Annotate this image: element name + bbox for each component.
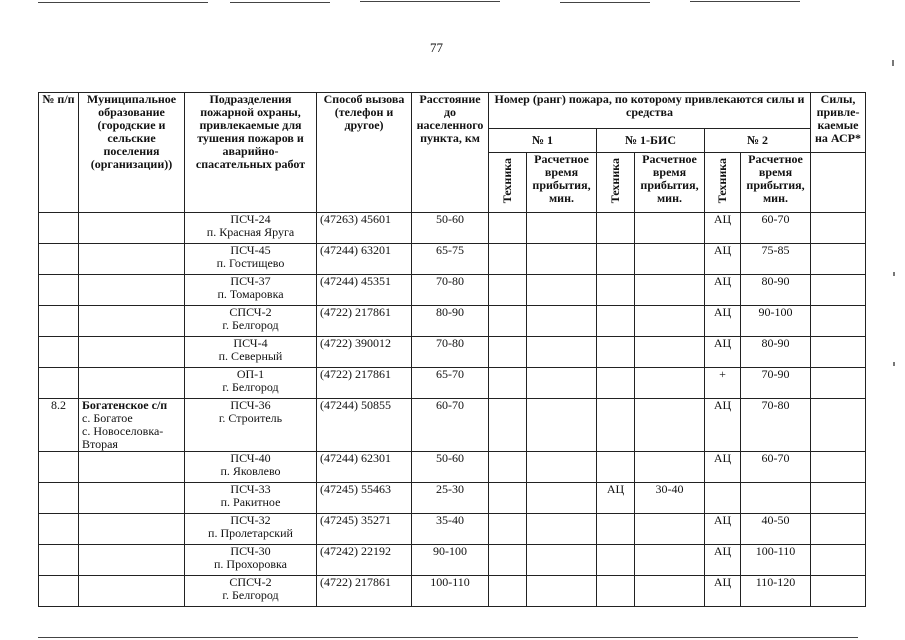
row-municipality <box>79 337 185 368</box>
row-asr <box>811 452 866 483</box>
row-arrival-rank-1 <box>527 483 597 514</box>
row-arrival-rank-2: 70-80 <box>741 399 811 452</box>
unit-location: п. Северный <box>218 349 283 363</box>
table-row <box>39 306 866 337</box>
header-call-method: Способ вызова (телефон и другое) <box>317 93 412 213</box>
header-arrival-rank-2: Расчетное время прибытия, мин. <box>741 153 811 213</box>
row-municipality <box>79 483 185 514</box>
row-phone: (4722) 217861 <box>317 306 412 337</box>
row-equipment-rank-2: АЦ <box>705 399 741 452</box>
row-distance: 80-90 <box>412 306 489 337</box>
row-arrival-rank-1-bis <box>635 275 705 306</box>
unit-location: п. Пролетарский <box>208 526 293 540</box>
row-arrival-rank-2: 70-90 <box>741 368 811 399</box>
row-equipment-rank-1-bis <box>597 576 635 607</box>
scan-top-line <box>230 2 330 3</box>
row-asr <box>811 483 866 514</box>
scan-speck <box>892 60 894 66</box>
unit-name: ПСЧ-37 <box>230 274 271 288</box>
row-num <box>39 576 79 607</box>
row-distance: 50-60 <box>412 452 489 483</box>
row-num <box>39 213 79 244</box>
row-distance: 35-40 <box>412 514 489 545</box>
row-municipality <box>79 275 185 306</box>
row-distance: 65-75 <box>412 244 489 275</box>
row-municipality <box>79 452 185 483</box>
unit-name: ПСЧ-45 <box>230 243 271 257</box>
row-arrival-rank-1-bis <box>635 306 705 337</box>
row-arrival-rank-2: 90-100 <box>741 306 811 337</box>
row-phone: (4722) 217861 <box>317 368 412 399</box>
unit-location: п. Гостищево <box>216 256 285 270</box>
table-row <box>39 213 866 244</box>
unit-name: ПСЧ-4 <box>233 336 268 350</box>
table-row <box>39 244 866 275</box>
row-arrival-rank-1-bis <box>635 244 705 275</box>
row-equipment-rank-2: АЦ <box>705 337 741 368</box>
row-municipality <box>79 399 185 452</box>
row-num <box>39 244 79 275</box>
row-fire-unit <box>185 545 317 576</box>
row-phone: (47263) 45601 <box>317 213 412 244</box>
row-arrival-rank-2: 40-50 <box>741 514 811 545</box>
row-asr <box>811 514 866 545</box>
row-equipment-rank-1-bis <box>597 275 635 306</box>
row-equipment-rank-1-bis <box>597 452 635 483</box>
unit-name: СПСЧ-2 <box>229 305 272 319</box>
row-asr <box>811 275 866 306</box>
row-arrival-rank-1-bis <box>635 452 705 483</box>
row-equipment-rank-2: АЦ <box>705 545 741 576</box>
header-rank-1: № 1 <box>489 129 597 153</box>
row-phone: (47245) 35271 <box>317 514 412 545</box>
unit-name: ПСЧ-33 <box>230 482 271 496</box>
row-phone: (47242) 22192 <box>317 545 412 576</box>
row-fire-unit <box>185 483 317 514</box>
unit-name: ПСЧ-36 <box>230 398 271 412</box>
scan-top-line <box>360 1 500 2</box>
header-municipality: Муниципальное образование (городские и сельские поселения (организации)) <box>79 93 185 213</box>
unit-location: г. Белгород <box>222 318 279 332</box>
header-arrival-rank-1: Расчетное время прибытия, мин. <box>527 153 597 213</box>
row-num <box>39 337 79 368</box>
row-distance: 60-70 <box>412 399 489 452</box>
row-equipment-rank-1 <box>489 483 527 514</box>
header-rank-group: Номер (ранг) пожара, по которому привлекаются силы и средства <box>489 93 811 129</box>
row-distance: 100-110 <box>412 576 489 607</box>
scan-top-line <box>560 2 650 3</box>
row-equipment-rank-1 <box>489 514 527 545</box>
row-arrival-rank-1 <box>527 399 597 452</box>
row-municipality <box>79 213 185 244</box>
row-distance: 90-100 <box>412 545 489 576</box>
unit-location: п. Красная Яруга <box>206 225 295 239</box>
row-arrival-rank-1 <box>527 545 597 576</box>
unit-name: ОП-1 <box>236 367 265 381</box>
header-equipment-rank-2 <box>705 153 741 213</box>
equipment-label: Техника <box>608 158 622 204</box>
header-asr: Силы, привле-каемые на АСР* <box>811 93 866 153</box>
row-num <box>39 545 79 576</box>
row-fire-unit <box>185 275 317 306</box>
municipality-name: Богатенское с/п <box>82 398 168 412</box>
row-equipment-rank-1-bis <box>597 337 635 368</box>
table-row <box>39 275 866 306</box>
row-num <box>39 452 79 483</box>
row-equipment-rank-2: + <box>705 368 741 399</box>
row-equipment-rank-1-bis <box>597 514 635 545</box>
row-municipality <box>79 244 185 275</box>
scan-speck <box>893 272 895 276</box>
row-municipality <box>79 545 185 576</box>
row-phone: (47245) 55463 <box>317 483 412 514</box>
row-equipment-rank-1-bis <box>597 368 635 399</box>
row-equipment-rank-1 <box>489 306 527 337</box>
table-row <box>39 576 866 607</box>
row-fire-unit <box>185 514 317 545</box>
row-arrival-rank-2: 100-110 <box>741 545 811 576</box>
row-fire-unit <box>185 306 317 337</box>
row-arrival-rank-1-bis: 30-40 <box>635 483 705 514</box>
row-equipment-rank-1 <box>489 275 527 306</box>
row-arrival-rank-1-bis <box>635 545 705 576</box>
row-fire-unit <box>185 244 317 275</box>
header-distance: Расстояние до населенного пункта, км <box>412 93 489 213</box>
row-distance: 50-60 <box>412 213 489 244</box>
unit-location: п. Ракитное <box>220 495 281 509</box>
row-arrival-rank-1-bis <box>635 399 705 452</box>
fire-resources-table <box>38 92 866 607</box>
unit-name: ПСЧ-32 <box>230 513 271 527</box>
row-asr <box>811 213 866 244</box>
unit-name: СПСЧ-2 <box>229 575 272 589</box>
unit-location: г. Строитель <box>218 411 283 425</box>
row-distance: 70-80 <box>412 275 489 306</box>
table-row <box>39 337 866 368</box>
row-equipment-rank-1 <box>489 337 527 368</box>
row-num <box>39 514 79 545</box>
row-arrival-rank-1-bis <box>635 576 705 607</box>
row-arrival-rank-2: 80-90 <box>741 275 811 306</box>
header-rank-1-bis: № 1-БИС <box>597 129 705 153</box>
row-equipment-rank-1-bis <box>597 213 635 244</box>
scan-top-line <box>690 1 800 2</box>
unit-name: ПСЧ-40 <box>230 451 271 465</box>
row-distance: 65-70 <box>412 368 489 399</box>
row-equipment-rank-1 <box>489 576 527 607</box>
table-row <box>39 452 866 483</box>
row-arrival-rank-2 <box>741 483 811 514</box>
row-num <box>39 368 79 399</box>
row-equipment-rank-2: АЦ <box>705 306 741 337</box>
row-arrival-rank-1 <box>527 576 597 607</box>
row-phone: (47244) 63201 <box>317 244 412 275</box>
settlement-name: с. Новоселовка- <box>82 424 164 438</box>
row-equipment-rank-2 <box>705 483 741 514</box>
header-equipment-rank-1 <box>489 153 527 213</box>
row-arrival-rank-2: 60-70 <box>741 452 811 483</box>
row-distance: 25-30 <box>412 483 489 514</box>
unit-location: п. Томаровка <box>217 287 284 301</box>
row-equipment-rank-2: АЦ <box>705 576 741 607</box>
row-arrival-rank-1 <box>527 213 597 244</box>
row-arrival-rank-2: 110-120 <box>741 576 811 607</box>
row-equipment-rank-1 <box>489 244 527 275</box>
row-equipment-rank-2: АЦ <box>705 452 741 483</box>
scan-bottom-line <box>38 637 858 638</box>
table-row <box>39 368 866 399</box>
row-equipment-rank-1-bis <box>597 244 635 275</box>
row-phone: (47244) 45351 <box>317 275 412 306</box>
row-equipment-rank-1 <box>489 213 527 244</box>
row-arrival-rank-1 <box>527 244 597 275</box>
row-arrival-rank-2: 75-85 <box>741 244 811 275</box>
row-asr <box>811 399 866 452</box>
row-equipment-rank-2: АЦ <box>705 213 741 244</box>
table-row <box>39 483 866 514</box>
row-asr <box>811 576 866 607</box>
settlement-name: Вторая <box>82 437 118 451</box>
row-num <box>39 275 79 306</box>
row-fire-unit <box>185 368 317 399</box>
header-fire-unit: Подразделения пожарной охраны, привлекаемые для тушения пожаров и аварийно-спасательных работ <box>185 93 317 213</box>
page-number: 77 <box>430 40 443 55</box>
row-arrival-rank-2: 80-90 <box>741 337 811 368</box>
row-equipment-rank-1-bis <box>597 399 635 452</box>
row-equipment-rank-1 <box>489 368 527 399</box>
row-num <box>39 306 79 337</box>
header-asr-blank <box>811 153 866 213</box>
unit-location: г. Белгород <box>222 588 279 602</box>
row-arrival-rank-1-bis <box>635 213 705 244</box>
row-phone: (4722) 390012 <box>317 337 412 368</box>
scan-top-line <box>38 2 208 3</box>
unit-name: ПСЧ-30 <box>230 544 271 558</box>
row-fire-unit <box>185 399 317 452</box>
row-arrival-rank-1 <box>527 306 597 337</box>
row-arrival-rank-1-bis <box>635 337 705 368</box>
row-num <box>39 483 79 514</box>
equipment-label: Техника <box>500 158 514 204</box>
row-arrival-rank-1 <box>527 275 597 306</box>
row-distance: 70-80 <box>412 337 489 368</box>
row-arrival-rank-1-bis <box>635 514 705 545</box>
row-asr <box>811 337 866 368</box>
scan-speck <box>893 362 895 366</box>
row-equipment-rank-2: АЦ <box>705 514 741 545</box>
row-municipality <box>79 514 185 545</box>
row-fire-unit <box>185 337 317 368</box>
row-municipality <box>79 368 185 399</box>
row-phone: (47244) 50855 <box>317 399 412 452</box>
equipment-label: Техника <box>715 158 729 204</box>
row-fire-unit <box>185 452 317 483</box>
table-body <box>39 213 866 607</box>
table-row <box>39 545 866 576</box>
row-num: 8.2 <box>39 399 79 452</box>
row-equipment-rank-1 <box>489 399 527 452</box>
unit-location: г. Белгород <box>222 380 279 394</box>
header-arrival-rank-1-bis: Расчетное время прибытия, мин. <box>635 153 705 213</box>
row-arrival-rank-1 <box>527 452 597 483</box>
row-equipment-rank-2: АЦ <box>705 275 741 306</box>
settlement-name: с. Богатое <box>82 411 133 425</box>
row-phone: (47244) 62301 <box>317 452 412 483</box>
row-equipment-rank-1 <box>489 452 527 483</box>
row-municipality <box>79 576 185 607</box>
header-rank-2: № 2 <box>705 129 811 153</box>
row-equipment-rank-1-bis <box>597 545 635 576</box>
header-equipment-rank-1-bis <box>597 153 635 213</box>
row-asr <box>811 244 866 275</box>
row-equipment-rank-1-bis: АЦ <box>597 483 635 514</box>
row-arrival-rank-1 <box>527 337 597 368</box>
row-asr <box>811 545 866 576</box>
row-arrival-rank-1 <box>527 368 597 399</box>
row-fire-unit <box>185 576 317 607</box>
row-municipality <box>79 306 185 337</box>
unit-location: п. Прохоровка <box>214 557 287 571</box>
row-arrival-rank-2: 60-70 <box>741 213 811 244</box>
row-equipment-rank-1 <box>489 545 527 576</box>
unit-location: п. Яковлево <box>220 464 281 478</box>
row-asr <box>811 368 866 399</box>
unit-name: ПСЧ-24 <box>230 212 271 226</box>
row-fire-unit <box>185 213 317 244</box>
row-equipment-rank-1-bis <box>597 306 635 337</box>
row-phone: (4722) 217861 <box>317 576 412 607</box>
row-arrival-rank-1-bis <box>635 368 705 399</box>
table-header <box>39 93 866 213</box>
header-num: № п/п <box>39 93 79 213</box>
row-equipment-rank-2: АЦ <box>705 244 741 275</box>
row-arrival-rank-1 <box>527 514 597 545</box>
table-row <box>39 514 866 545</box>
row-asr <box>811 306 866 337</box>
table-row <box>39 399 866 452</box>
